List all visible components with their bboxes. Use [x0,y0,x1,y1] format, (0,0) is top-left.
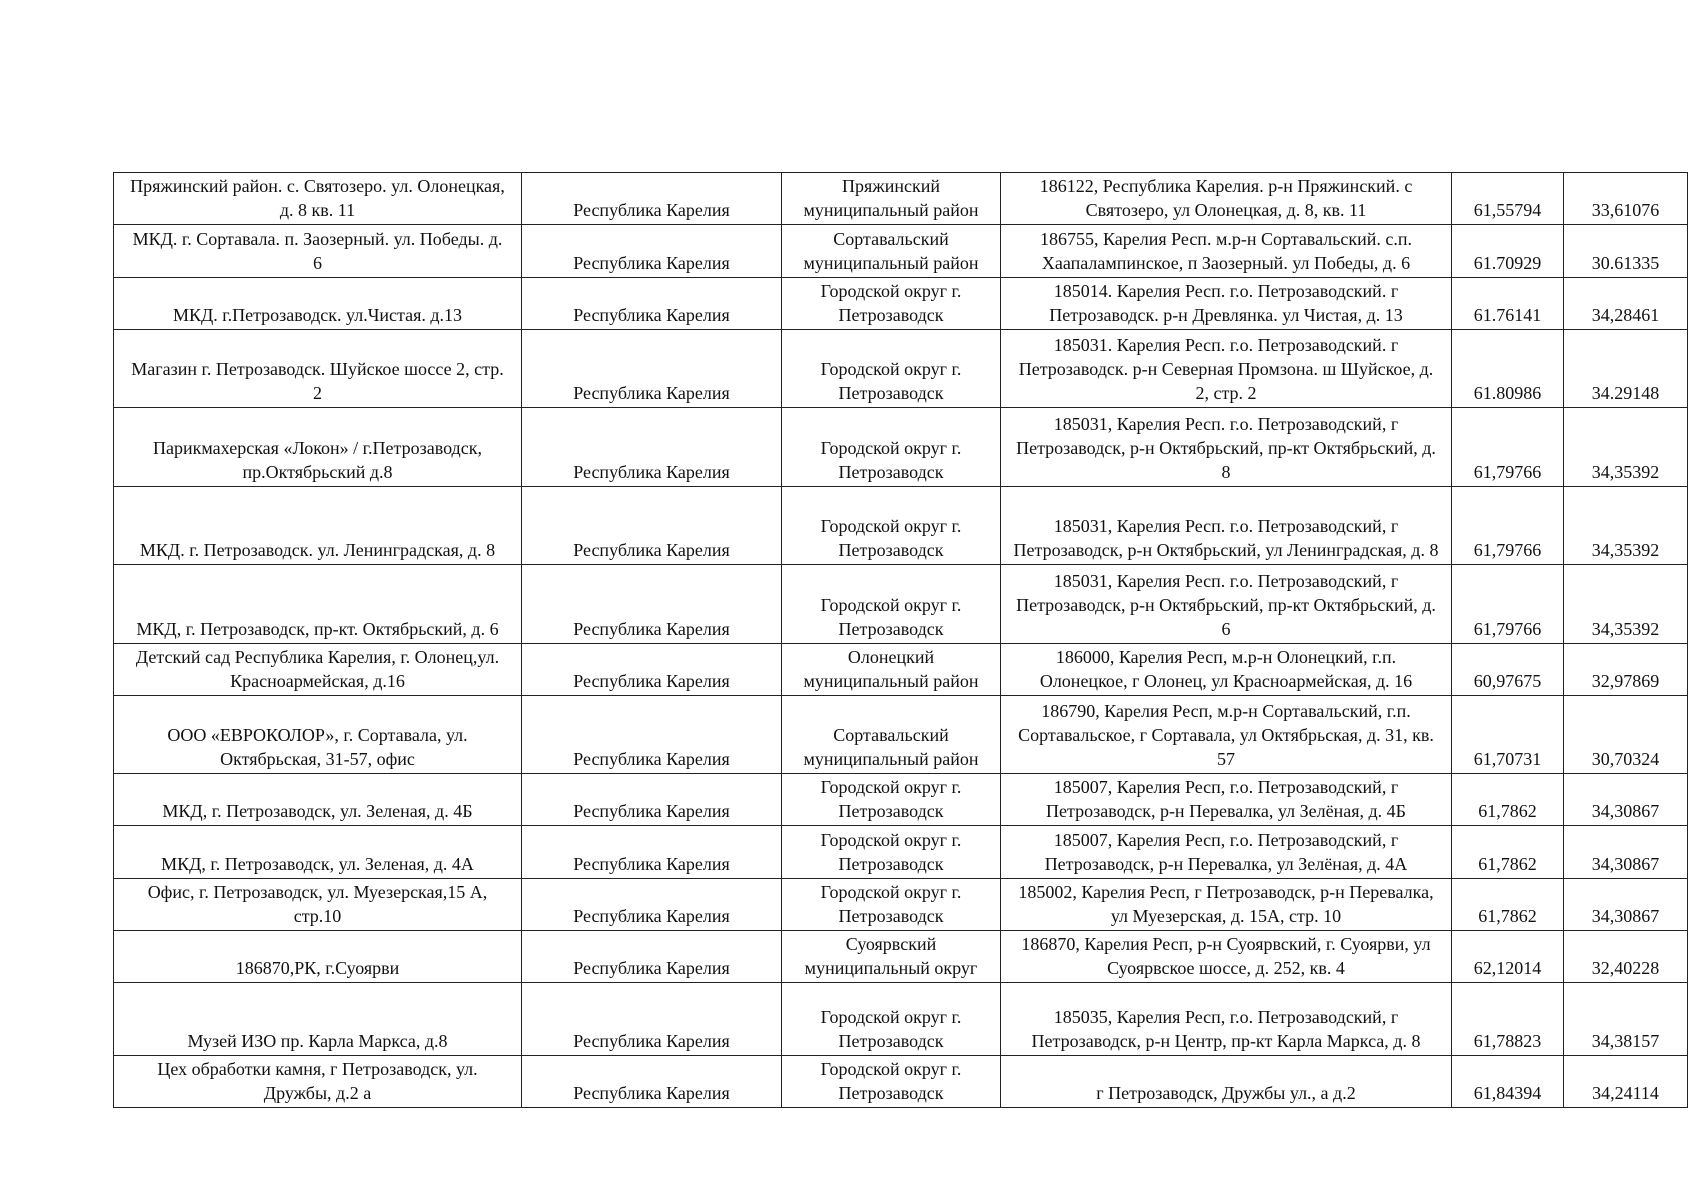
municipality-cell: Городской округ г. Петрозаводск [782,330,1001,408]
address-cell: 185007, Карелия Респ, г.о. Петрозаводский, г Петрозаводск, р-н Перевалка, ул Зелёная, д. 4Б [1001,774,1452,826]
table-row [114,983,1688,1056]
address-cell: г Петрозаводск, Дружбы ул., а д.2 [1001,1056,1452,1108]
object-name-cell: Парикмахерская «Локон» / г.Петрозаводск, пр.Октябрьский д.8 [114,408,522,487]
region-cell: Республика Карелия [522,931,782,983]
table-row [114,225,1688,278]
latitude-cell: 61.76141 [1452,278,1564,330]
object-name-cell: МКД, г. Петрозаводск, пр-кт. Октябрьский, д. 6 [114,565,522,644]
address-cell: 186122, Республика Карелия. р-н Пряжинский. с Святозеро, ул Олонецкая, д. 8, кв. 11 [1001,173,1452,225]
municipality-cell: Сортавальский муниципальный район [782,225,1001,278]
longitude-cell: 34,35392 [1564,487,1688,565]
municipality-cell: Сортавальский муниципальный район [782,696,1001,774]
region-cell: Республика Карелия [522,565,782,644]
table-row [114,408,1688,487]
address-cell: 185007, Карелия Респ, г.о. Петрозаводский, г Петрозаводск, р-н Перевалка, ул Зелёная, д. 4А [1001,826,1452,879]
municipality-cell: Городской округ г. Петрозаводск [782,408,1001,487]
region-cell: Республика Карелия [522,408,782,487]
region-cell: Республика Карелия [522,644,782,696]
table-row [114,1056,1688,1108]
latitude-cell: 61,79766 [1452,408,1564,487]
municipality-cell: Городской округ г. Петрозаводск [782,565,1001,644]
longitude-cell: 34,30867 [1564,826,1688,879]
table-row [114,931,1688,983]
longitude-cell: 34,30867 [1564,879,1688,931]
object-name-cell: МКД, г. Петрозаводск, ул. Зеленая, д. 4А [114,826,522,879]
address-cell: 186755, Карелия Респ. м.р-н Сортавальский. с.п. Хаапалампинское, п Заозерный. ул Победы, д. 6 [1001,225,1452,278]
longitude-cell: 34,38157 [1564,983,1688,1056]
table-row [114,879,1688,931]
latitude-cell: 61,78823 [1452,983,1564,1056]
table-row [114,774,1688,826]
longitude-cell: 34,28461 [1564,278,1688,330]
latitude-cell: 61,7862 [1452,826,1564,879]
object-name-cell: Магазин г. Петрозаводск. Шуйское шоссе 2, стр. 2 [114,330,522,408]
municipality-cell: Суоярвский муниципальный округ [782,931,1001,983]
table-row [114,330,1688,408]
longitude-cell: 34.29148 [1564,330,1688,408]
address-cell: 186790, Карелия Респ, м.р-н Сортавальский, г.п. Сортавальское, г Сортавала, ул Октябрьская, д. 31, кв. 57 [1001,696,1452,774]
municipality-cell: Городской округ г. Петрозаводск [782,826,1001,879]
address-cell: 186870, Карелия Респ, р-н Суоярвский, г. Суоярви, ул Суоярвское шоссе, д. 252, кв. 4 [1001,931,1452,983]
table-body [114,173,1688,1108]
latitude-cell: 61,70731 [1452,696,1564,774]
municipality-cell: Пряжинский муниципальный район [782,173,1001,225]
longitude-cell: 33,61076 [1564,173,1688,225]
latitude-cell: 61,79766 [1452,487,1564,565]
latitude-cell: 61,55794 [1452,173,1564,225]
table-row [114,278,1688,330]
object-name-cell: МКД. г.Петрозаводск. ул.Чистая. д.13 [114,278,522,330]
latitude-cell: 61,7862 [1452,879,1564,931]
address-cell: 185031, Карелия Респ. г.о. Петрозаводский, г Петрозаводск, р-н Октябрьский, пр-кт Октябрьский, д. 8 [1001,408,1452,487]
latitude-cell: 61.80986 [1452,330,1564,408]
latitude-cell: 61,7862 [1452,774,1564,826]
latitude-cell: 61,84394 [1452,1056,1564,1108]
municipality-cell: Городской округ г. Петрозаводск [782,278,1001,330]
region-cell: Республика Карелия [522,696,782,774]
object-name-cell: МКД. г. Сортавала. п. Заозерный. ул. Победы. д. 6 [114,225,522,278]
region-cell: Республика Карелия [522,983,782,1056]
latitude-cell: 61.70929 [1452,225,1564,278]
region-cell: Республика Карелия [522,173,782,225]
region-cell: Республика Карелия [522,774,782,826]
municipality-cell: Олонецкий муниципальный район [782,644,1001,696]
object-name-cell: МКД. г. Петрозаводск. ул. Ленинградская, д. 8 [114,487,522,565]
address-cell: 185031, Карелия Респ. г.о. Петрозаводский, г Петрозаводск, р-н Октябрьский, ул Ленинградская, д. 8 [1001,487,1452,565]
table-row [114,644,1688,696]
municipality-cell: Городской округ г. Петрозаводск [782,774,1001,826]
table-row [114,487,1688,565]
table-row [114,565,1688,644]
table-row [114,696,1688,774]
object-name-cell: Детский сад Республика Карелия, г. Олонец,ул. Красноармейская, д.16 [114,644,522,696]
object-name-cell: 186870,РК, г.Суоярви [114,931,522,983]
address-cell: 185002, Карелия Респ, г Петрозаводск, р-н Перевалка, ул Муезерская, д. 15А, стр. 10 [1001,879,1452,931]
longitude-cell: 32,40228 [1564,931,1688,983]
object-name-cell: Цех обработки камня, г Петрозаводск, ул. Дружбы, д.2 а [114,1056,522,1108]
region-cell: Республика Карелия [522,278,782,330]
latitude-cell: 62,12014 [1452,931,1564,983]
object-name-cell: Офис, г. Петрозаводск, ул. Муезерская,15 А, стр.10 [114,879,522,931]
object-name-cell: ООО «ЕВРОКОЛОР», г. Сортавала, ул. Октябрьская, 31-57, офис [114,696,522,774]
longitude-cell: 34,35392 [1564,408,1688,487]
table-row [114,173,1688,225]
table-row [114,826,1688,879]
object-name-cell: МКД, г. Петрозаводск, ул. Зеленая, д. 4Б [114,774,522,826]
longitude-cell: 30,70324 [1564,696,1688,774]
longitude-cell: 32,97869 [1564,644,1688,696]
region-cell: Республика Карелия [522,487,782,565]
region-cell: Республика Карелия [522,826,782,879]
address-cell: 185035, Карелия Респ, г.о. Петрозаводский, г Петрозаводск, р-н Центр, пр-кт Карла Маркса, д. 8 [1001,983,1452,1056]
object-name-cell: Пряжинский район. с. Святозеро. ул. Олонецкая, д. 8 кв. 11 [114,173,522,225]
longitude-cell: 30.61335 [1564,225,1688,278]
longitude-cell: 34,24114 [1564,1056,1688,1108]
longitude-cell: 34,35392 [1564,565,1688,644]
object-name-cell: Музей ИЗО пр. Карла Маркса, д.8 [114,983,522,1056]
municipality-cell: Городской округ г. Петрозаводск [782,487,1001,565]
address-cell: 186000, Карелия Респ, м.р-н Олонецкий, г.п. Олонецкое, г Олонец, ул Красноармейская, д. 16 [1001,644,1452,696]
municipality-cell: Городской округ г. Петрозаводск [782,1056,1001,1108]
region-cell: Республика Карелия [522,330,782,408]
latitude-cell: 61,79766 [1452,565,1564,644]
longitude-cell: 34,30867 [1564,774,1688,826]
region-cell: Республика Карелия [522,879,782,931]
region-cell: Республика Карелия [522,225,782,278]
address-cell: 185031, Карелия Респ. г.о. Петрозаводский, г Петрозаводск, р-н Октябрьский, пр-кт Октябрьский, д. 6 [1001,565,1452,644]
municipality-cell: Городской округ г. Петрозаводск [782,879,1001,931]
objects-table [113,172,1688,1108]
address-cell: 185014. Карелия Респ. г.о. Петрозаводский. г Петрозаводск. р-н Древлянка. ул Чистая, д. 13 [1001,278,1452,330]
region-cell: Республика Карелия [522,1056,782,1108]
municipality-cell: Городской округ г. Петрозаводск [782,983,1001,1056]
address-cell: 185031. Карелия Респ. г.о. Петрозаводский. г Петрозаводск. р-н Северная Промзона. ш Шуйское, д. 2, стр. 2 [1001,330,1452,408]
latitude-cell: 60,97675 [1452,644,1564,696]
